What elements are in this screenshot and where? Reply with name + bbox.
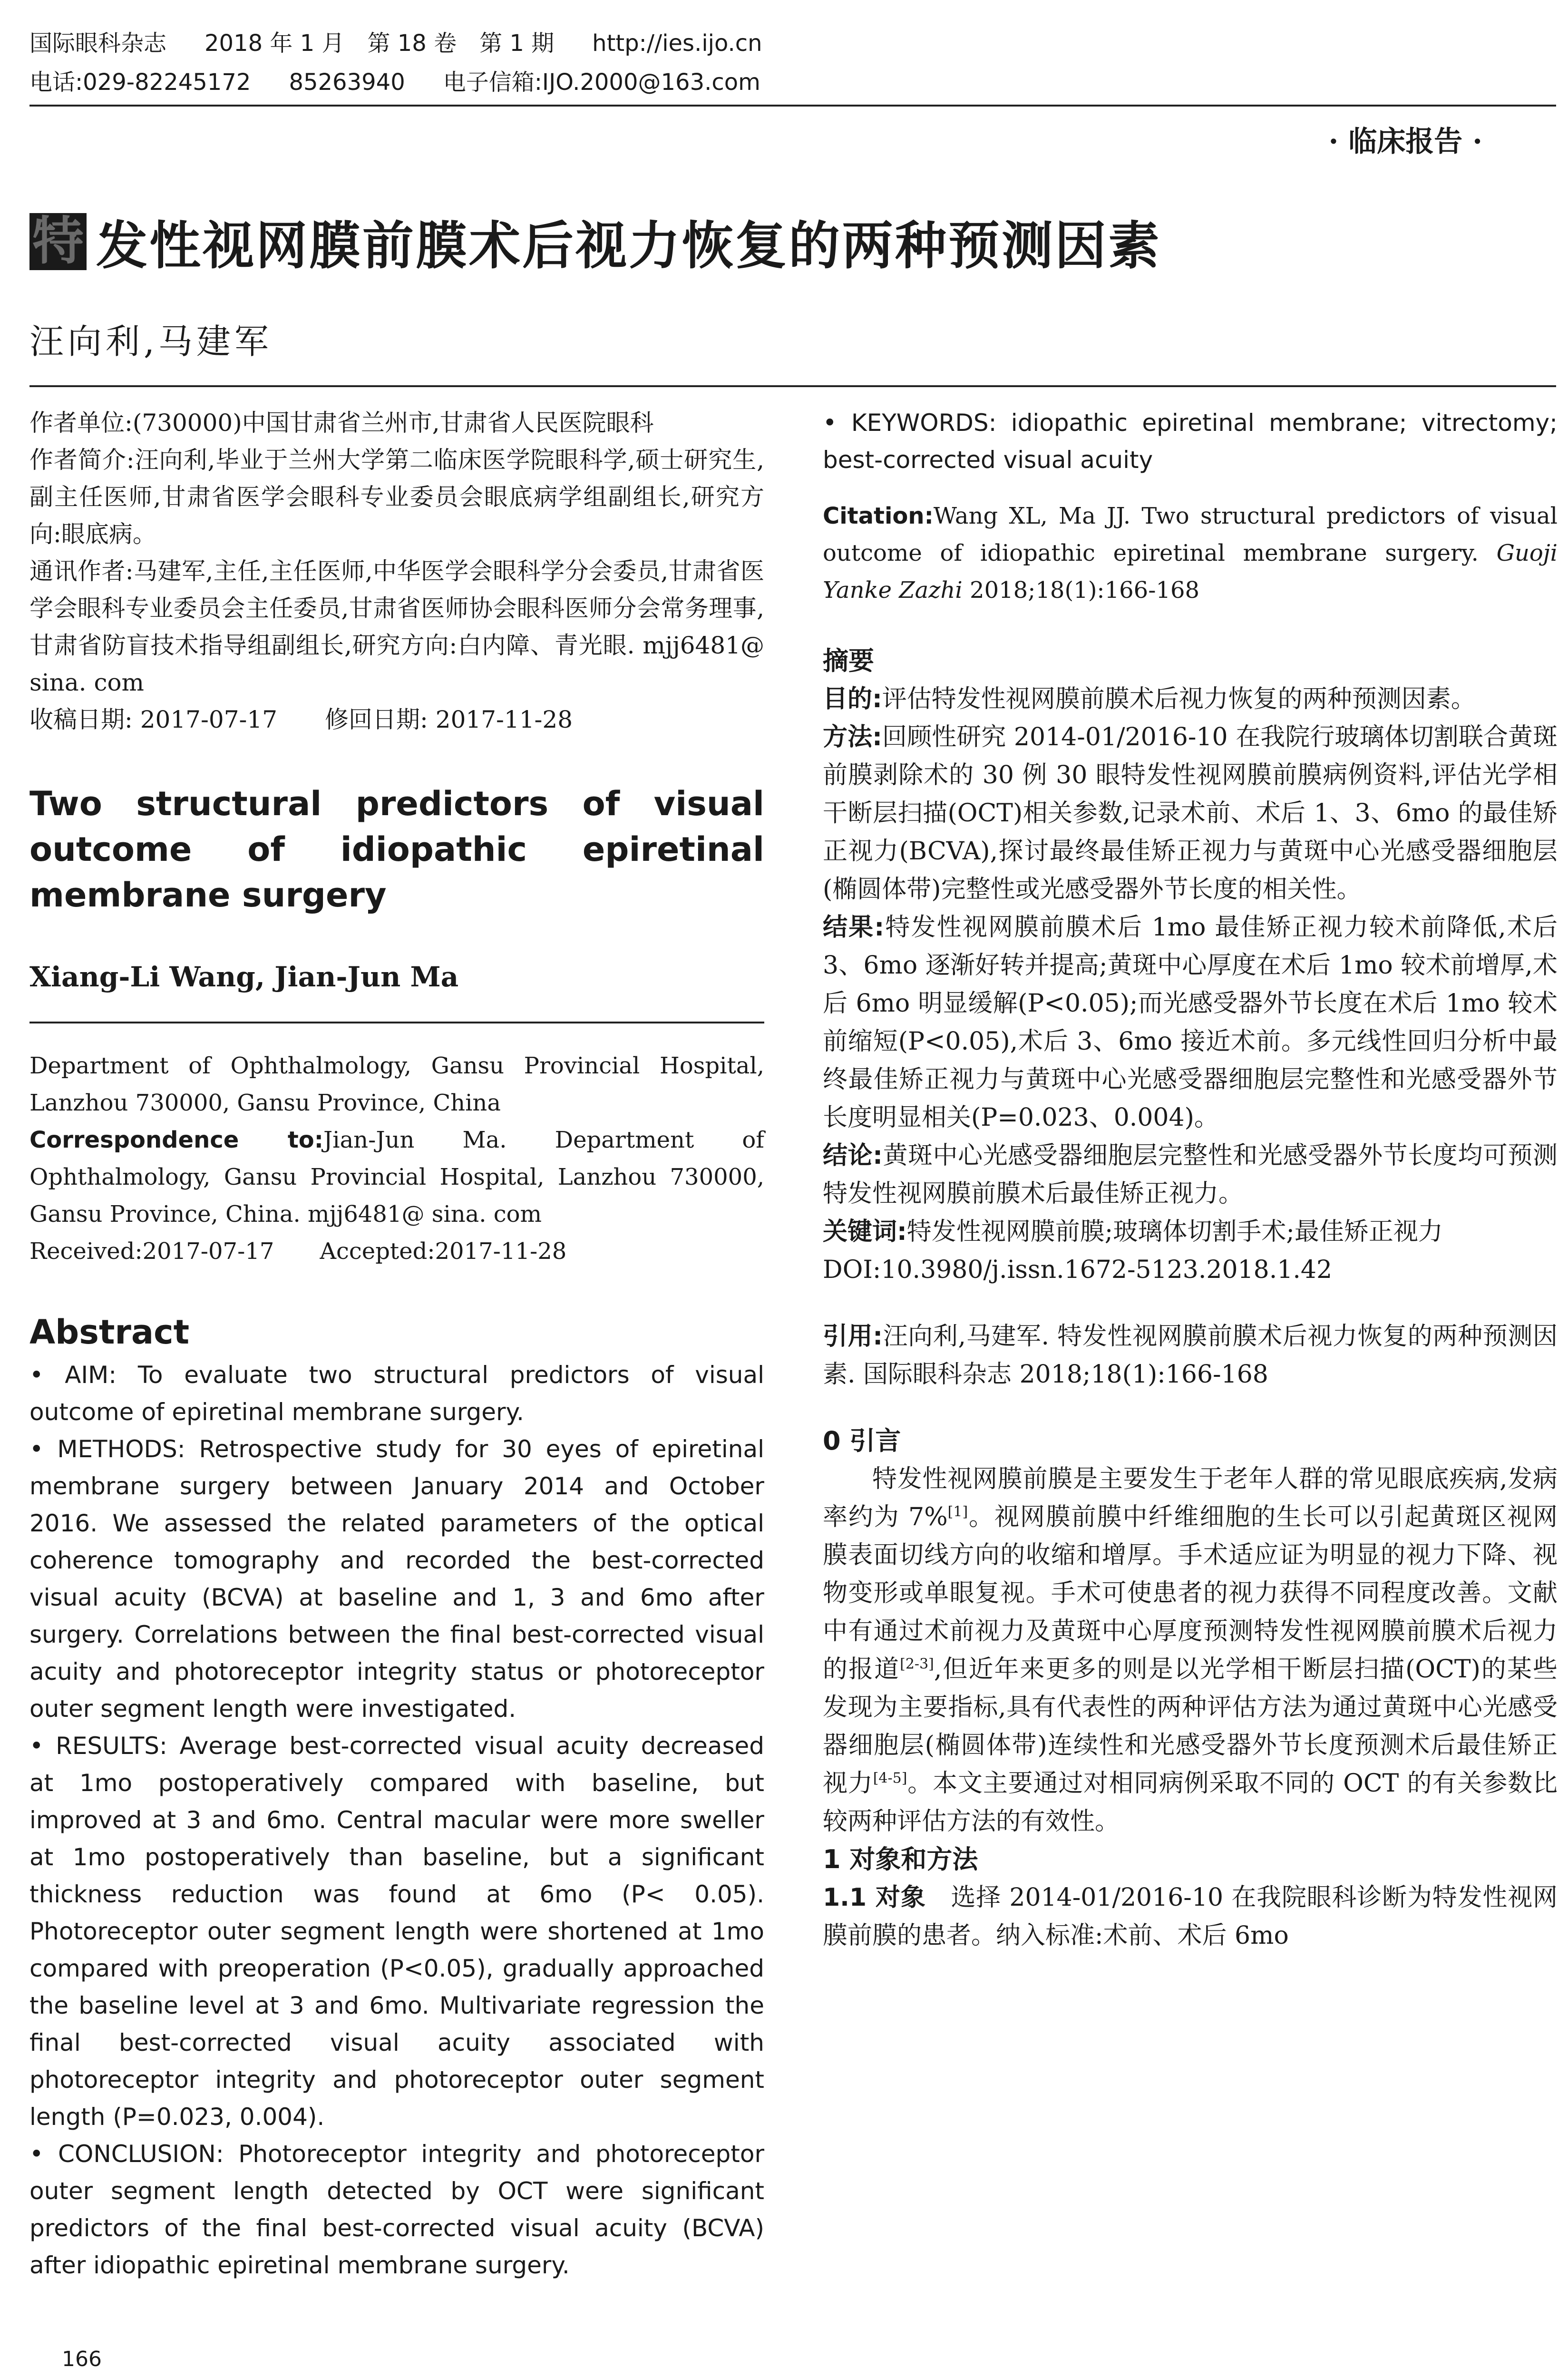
title-divider (29, 385, 1556, 387)
title-initial: 特 (29, 213, 87, 270)
department: Department of Ophthalmology, Gansu Provincial Hospital, Lanzhou 730000, Gansu Province, China (29, 1052, 764, 1116)
abstract-results: • RESULTS: Average best-corrected visual acuity decreased at 1mo postoperatively compared with baseline, but improved at 3 and 6mo. Central macular were more sweller at 1mo postoperatively than baseline, but a significant thickness reduction was found at 6mo (P< 0.05). Photoreceptor outer segment length were shortened at 1mo compared with preoperation (P<0.05), gradually approached the baseline level at 3 and 6mo. Multivariate regression the final best-corrected visual acuity associated with photoreceptor integrity and photoreceptor outer segment length (P=0.023, 0.004). (29, 1727, 764, 2135)
citation-journal: Guoji Yanke Zazhi (823, 540, 1558, 604)
citation-cn-text: 汪向利,马建军. 特发性视网膜前膜术后视力恢复的两种预测因素. 国际眼科杂志 2018;18(1):166-168 (823, 1322, 1558, 1389)
citation-cn (823, 1317, 1558, 1393)
right-column (823, 404, 1558, 1955)
correspondence-label: Correspondence to: (29, 1127, 323, 1153)
spacer (823, 478, 1558, 497)
abstract-aim: • AIM: To evaluate two structural predictors of visual outcome of epiretinal membrane surgery. (29, 1356, 764, 1431)
correspondence (29, 1121, 764, 1233)
article-title (29, 205, 1161, 278)
intro-text-4: 。本文主要通过对相同病例采取不同的 OCT 的有关参数比较两种评估方法的有效性。 (823, 1769, 1558, 1836)
conclusion-text: 黄斑中心光感受器细胞层完整性和光感受器外节长度均可预测特发性视网膜前膜术后最佳矫正视力。 (823, 1141, 1558, 1208)
reference-1[interactable]: [1] (947, 1503, 968, 1520)
citation-label: Citation: (823, 503, 934, 529)
abstract-methods: • METHODS: Retrospective study for 30 eyes of epiretinal membrane surgery between January 2014 and October 2016. We assessed the related parameters of the optical coherence tomography and recorded the best-corrected visual acuity (BCVA) at baseline and 1, 3 and 6mo after surgery. Correlations between the final best-corrected visual acuity and photoreceptor integrity status or photoreceptor outer segment length were investigated. (29, 1431, 764, 1727)
keywords-cn-label: 关键词: (823, 1218, 907, 1246)
phone-number-2: 85263940 (289, 69, 405, 96)
author-affiliation: 作者单位:(730000)中国甘肃省兰州市,甘肃省人民医院眼科 (29, 409, 654, 437)
reference-3[interactable]: [4-5] (873, 1770, 907, 1787)
abstract-result (823, 908, 1558, 1137)
section1-heading: 1 对象和方法 (823, 1844, 978, 1874)
english-authors: Xiang-Li Wang, Jian-Jun Ma (29, 961, 459, 993)
corresponding-author: 通讯作者:马建军,主任,主任医师,中华医学会眼科学分会委员,甘肃省医学会眼科专业委员会主任委员,甘肃省医师协会眼科医师分会常务理事,甘肃省防盲技术指导组副组长,研究方向:白内障、青光眼. mjj6481@ sina. com (29, 557, 764, 696)
method-text: 回顾性研究 2014-01/2016-10 在我院行玻璃体切割联合黄斑前膜剥除术的 30 例 30 眼特发性视网膜前膜病例资料,评估光学相干断层扫描(OCT)相关参数,记录术前、术后 1、3、6mo 的最佳矫正视力(BCVA),探讨最终最佳矫正视力与黄斑中心光感受器细胞层(椭圆体带)完整性或光感受器外节长度的相关性。 (823, 723, 1558, 904)
reference-2[interactable]: [2-3] (900, 1656, 934, 1673)
phone-number: 电话:029-82245172 (29, 69, 251, 96)
citation-volume: 2018;18(1):166-168 (970, 577, 1200, 604)
abstract-body (29, 1356, 764, 2284)
method-label: 方法: (823, 723, 882, 751)
keywords-cn (823, 1213, 1558, 1251)
intro-text-3: ,但近年来更多的则是以光学相干断层扫描(OCT)的某些发现为主要指标,具有代表性的两种评估方法为通过黄斑中心光感受器细胞层(椭圆体带)连续性和光感受器外节长度预测术后最佳矫正视力 (823, 1655, 1558, 1798)
title-text: 发性视网膜前膜术后视力恢复的两种预测因素 (96, 216, 1162, 276)
abstract-method (823, 718, 1558, 908)
objective-text: 评估特发性视网膜前膜术后视力恢复的两种预测因素。 (882, 685, 1476, 713)
keywords-en: • KEYWORDS: idiopathic epiretinal membrane; vitrectomy; best-corrected visual acuity (823, 409, 1558, 474)
page-number: 166 (62, 2347, 102, 2371)
received-dates-cn: 收稿日期: 2017-07-17 修回日期: 2017-11-28 (29, 706, 573, 733)
header-divider (29, 105, 1556, 107)
citation (823, 497, 1558, 609)
keywords-block (823, 404, 1558, 478)
correspondence-text: Jian-Jun Ma. Department of Ophthalmology, Gansu Provincial Hospital, Lanzhou 730000, Gansu Province, China. mjj6481@ sina. com (29, 1127, 765, 1227)
abstract-objective (823, 680, 1558, 718)
abstract-conclusion: • CONCLUSION: Photoreceptor integrity and photoreceptor outer segment length detected by OCT were significant predictors of the final best-corrected visual acuity (BCVA) after idiopathic epiretinal membrane surgery. (29, 2135, 764, 2284)
section11-label: 1.1 对象 (823, 1883, 926, 1912)
authors-cn: 汪向利,马建军 (29, 321, 273, 361)
journal-header (29, 24, 1556, 102)
abstract-cn-heading: 摘要 (823, 646, 874, 676)
author-bio: 作者简介:汪向利,毕业于兰州大学第二临床医学院眼科学,硕士研究生,副主任医师,甘肃省医学会眼科专业委员会眼底病学组副组长,研究方向:眼底病。 (29, 446, 764, 548)
section11 (823, 1879, 1558, 1955)
conclusion-label: 结论: (823, 1141, 883, 1170)
doi[interactable]: DOI:10.3980/j.issn.1672-5123.2018.1.42 (823, 1256, 1333, 1284)
result-label: 结果: (823, 913, 885, 942)
citation-cn-label: 引用: (823, 1322, 883, 1351)
journal-name: 国际眼科杂志 (29, 30, 167, 57)
section11-text: 选择 2014-01/2016-10 在我院眼科诊断为特发性视网膜前膜的患者。纳入标准:术前、术后 6mo (823, 1883, 1558, 1950)
intro-paragraph (823, 1460, 1558, 1841)
intro-text-1: 特发性视网膜前膜是主要发生于老年人群的常见眼底疾病,发病率约为 7% (823, 1465, 1558, 1531)
article-category: · 临床报告 · (1328, 125, 1482, 158)
abstract-conclusion-cn (823, 1137, 1558, 1213)
keywords-cn-text: 特发性视网膜前膜;玻璃体切割手术;最佳矫正视力 (906, 1218, 1443, 1246)
left-column (29, 404, 764, 2284)
journal-url[interactable]: http://ies.ijo.cn (592, 30, 762, 57)
intro-heading: 0 引言 (823, 1426, 901, 1456)
english-divider (29, 1022, 764, 1023)
result-text: 特发性视网膜前膜术后 1mo 最佳矫正视力较术前降低,术后 3、6mo 逐渐好转并提高;黄斑中心厚度在术后 1mo 较术前增厚,术后 6mo 明显缓解(P<0.05);而光感受器外节长度在术后 1mo 较术前缩短(P<0.05),术后 3、6mo 接近术前。多元线性回归分析中最终最佳矫正视力与黄斑中心光感受器细胞层完整性和光感受器外节长度明显相关(P=0.023、0.004)。 (823, 913, 1558, 1132)
intro-text-2: 。视网膜前膜中纤维细胞的生长可以引起黄斑区视网膜表面切线方向的收缩和增厚。手术适应证为明显的视力下降、视物变形或单眼复视。手术可使患者的视力获得不同程度改善。文献中有通过术前视力及黄斑中心厚度预测特发性视网膜前膜术后视力的报道 (823, 1503, 1558, 1684)
abstract-heading: Abstract (29, 1313, 190, 1352)
english-title: Two structural predictors of visual outcome of idiopathic epiretinal membrane surgery (29, 784, 764, 915)
received-dates: Received:2017-07-17 Accepted:2017-11-28 (29, 1238, 567, 1265)
email-address[interactable]: 电子信箱:IJO.2000@163.com (443, 69, 760, 96)
citation-text: Wang XL, Ma JJ. Two structural predictors of visual outcome of idiopathic epiretinal membrane surgery. (823, 503, 1558, 566)
issue-info: 2018 年 1 月 第 18 卷 第 1 期 (205, 30, 555, 57)
objective-label: 目的: (823, 685, 882, 713)
